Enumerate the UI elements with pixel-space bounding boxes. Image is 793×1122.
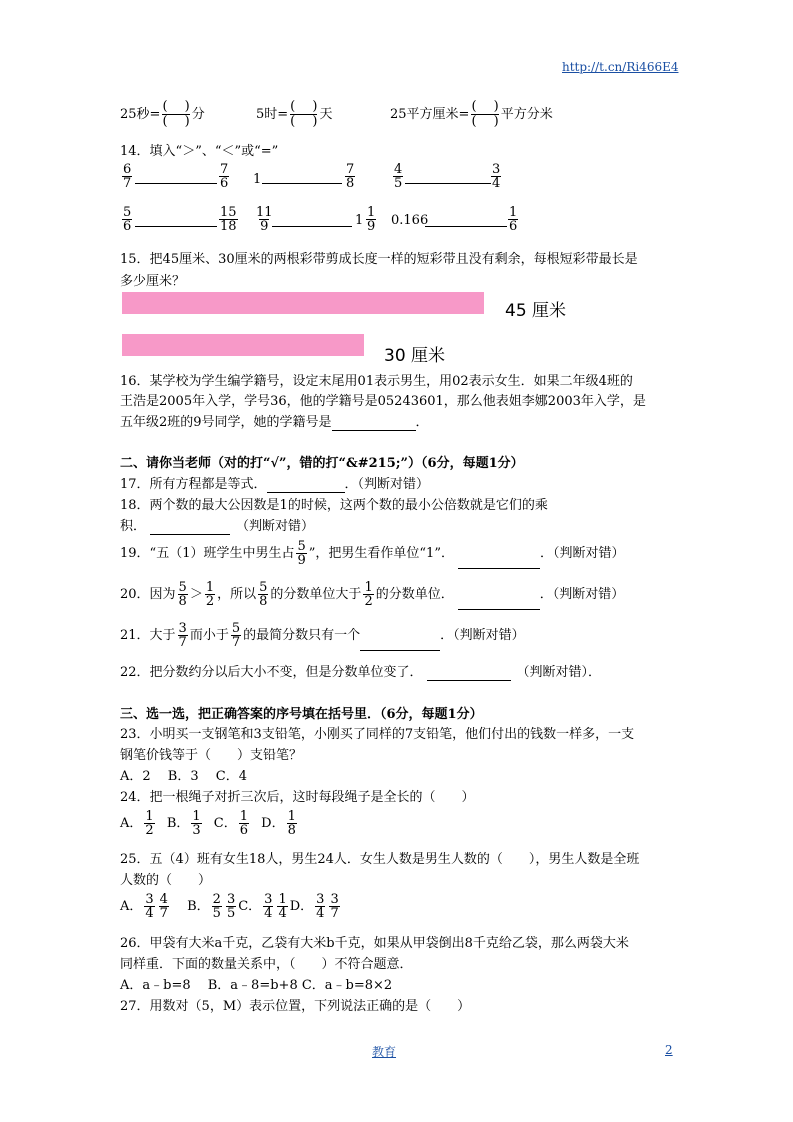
- page-number: 2: [665, 1043, 673, 1057]
- q18-line2: 积． （判断对错）: [120, 519, 315, 534]
- q14-r2-c2-blank[interactable]: [272, 226, 352, 227]
- q26-line1: 26．甲袋有大米a千克，乙袋有大米b千克，如果从甲袋倒出8千克给乙袋，那么两袋大米: [120, 936, 629, 951]
- unit-a-suffix: 分: [191, 107, 205, 122]
- q24-option-c[interactable]: C． $\frac{1}{6}$: [213, 809, 249, 838]
- q14-r1-c1-blank[interactable]: [135, 183, 217, 184]
- unit-c-prefix: 25平方厘米=: [390, 107, 470, 122]
- unit-conversion-row: [120, 100, 205, 129]
- ribbon-30cm-label: 30 厘米: [384, 346, 446, 366]
- ribbon-30cm: [122, 334, 364, 356]
- q25-option-a[interactable]: A． $\frac{3}{4}$ $\frac{4}{7}$: [120, 892, 168, 921]
- q16-line2: 王浩是2005年入学，学号36，他的学籍号是05243601，那么他表姐李娜2003年入学，是: [120, 394, 646, 409]
- section-3-title: 三、选一选，把正确答案的序号填在括号里．（6分，每题1分）: [120, 707, 483, 722]
- q24-option-a[interactable]: A． $\frac{1}{2}$: [120, 809, 154, 838]
- q16-line1: 16．某学校为学生编学籍号，设定末尾用01表示男生，用02表示女生．如果二年级4班的: [120, 374, 633, 389]
- unit-b-prefix: 5时=: [256, 107, 289, 122]
- q14-r2-c3-right: $\frac{1}{6}$: [509, 205, 518, 234]
- q21: 21．大于 $\frac{3}{7}$ 而小于 $\frac{5}{7}$ 的最简分数只有一个 ．（判断对错）: [120, 621, 525, 650]
- q19: 19．“五（1）班学生中男生占 $\frac{5}{9}$ ”，把男生看作单位“1”． ．（判断对错）: [120, 539, 625, 568]
- q18-answer-blank[interactable]: [150, 519, 230, 535]
- q26-options: A．a﹣b=8 B．a﹣8=b+8 C．a﹣b=8×2: [120, 978, 393, 993]
- unit-c-blank-fraction: ( ) ( ): [471, 99, 499, 129]
- unit-c-suffix: 平方分米: [500, 107, 553, 122]
- ribbon-45cm: [122, 292, 484, 314]
- q14-r1-c2-left: 1: [253, 172, 262, 187]
- footer-link[interactable]: 教育: [372, 1045, 397, 1059]
- q25-option-b[interactable]: B． $\frac{2}{5}$ $\frac{3}{5}$: [187, 892, 236, 921]
- q14-r2-c1-left: $\frac{5}{6}$: [123, 205, 132, 234]
- q14-r2-c1-blank[interactable]: [135, 226, 217, 227]
- header-link[interactable]: http://t.cn/Ri466E4: [562, 60, 679, 74]
- q14-r2-c3-left: 0.166: [391, 213, 429, 228]
- unit-b: [256, 100, 332, 129]
- q14-r2-c1-right: $\frac{15}{18}$: [220, 205, 237, 234]
- q14-r1-c3-right: $\frac{3}{4}$: [492, 162, 501, 191]
- q15-line2: 多少厘米？: [120, 274, 186, 289]
- unit-b-suffix: 天: [319, 107, 333, 122]
- q20: 20．因为 $\frac{5}{8}$ ＞ $\frac{1}{2}$ ，所以 $\frac{5}{8}$ 的分数单位大于 $\frac{1}{2}$ 的分数单位． ．（判断对错）: [120, 580, 625, 609]
- q16-answer-blank[interactable]: [332, 415, 416, 431]
- q21-answer-blank[interactable]: [360, 622, 440, 651]
- q24-option-d[interactable]: D． $\frac{1}{8}$: [261, 809, 296, 838]
- q24: 24．把一根绳子对折三次后，这时每段绳子是全长的（ ）: [120, 790, 475, 805]
- q18-line1: 18．两个数的最大公因数是1的时候，这两个数的最小公倍数就是它们的乘: [120, 498, 548, 513]
- q14-r1-c2-right: $\frac{7}{8}$: [346, 162, 355, 191]
- q17-answer-blank[interactable]: [267, 477, 345, 493]
- q27: 27．用数对（5，M）表示位置，下列说法正确的是（ ）: [120, 999, 471, 1014]
- q25-line2: 人数的（ ）: [120, 873, 212, 888]
- q23-line1: 23．小明买一支钢笔和3支铅笔，小刚买了同样的7支铅笔，他们付出的钱数一样多，一支: [120, 727, 635, 742]
- q26-line2: 同样重．下面的数量关系中，（ ）不符合题意．: [120, 957, 413, 972]
- q14-r1-c3-blank[interactable]: [405, 183, 491, 184]
- q14-r2-c3-blank[interactable]: [425, 226, 507, 227]
- unit-b-blank-fraction: ( ) ( ): [290, 99, 318, 129]
- q14-r1-c3-left: $\frac{4}{5}$: [394, 162, 403, 191]
- q14-r2-c2-right: $\frac{1}{9}$: [367, 205, 376, 234]
- ribbon-45cm-label: 45 厘米: [505, 301, 567, 321]
- q14-title: 14．填入“＞”、“＜”或“=”: [120, 144, 279, 159]
- unit-a-blank-fraction: ( ) ( ): [162, 99, 190, 129]
- unit-a-prefix: 25秒=: [120, 107, 161, 122]
- q24-options: [120, 810, 299, 838]
- q14-r1-c1-left: $\frac{6}{7}$: [123, 162, 132, 191]
- section-2-title: 二、请你当老师（对的打“√”，错的打“&#215;”）（6分，每题1分）: [120, 456, 524, 471]
- q23-line2: 钢笔价钱等于（ ）支铅笔？: [120, 748, 303, 763]
- q23-options: A．2 B．3 C．4: [120, 769, 247, 784]
- q14-r2-c2-left: $\frac{11}{9}$: [256, 205, 273, 234]
- q22: 22．把分数约分以后大小不变，但是分数单位变了． （判断对错）．: [120, 665, 602, 680]
- q14-r1-c1-right: $\frac{7}{6}$: [220, 162, 229, 191]
- unit-c: [390, 100, 553, 129]
- q25-line1: 25．五（4）班有女生18人，男生24人．女生人数是男生人数的（ ），男生人数是全班: [120, 852, 640, 867]
- q25-option-d[interactable]: D． $\frac{3}{4}$ $\frac{3}{7}$: [289, 892, 339, 921]
- q24-option-b[interactable]: B． $\frac{1}{3}$: [166, 809, 201, 838]
- q25-options: [120, 893, 342, 921]
- q17: 17．所有方程都是等式． ．（判断对错）: [120, 477, 430, 492]
- q16-line3: 五年级2班的9号同学，她的学籍号是 ．: [120, 415, 429, 430]
- q14-r1-c2-blank[interactable]: [262, 183, 342, 184]
- q22-answer-blank[interactable]: [427, 665, 511, 681]
- q20-answer-blank[interactable]: [458, 581, 540, 610]
- q14-r2-c2-right-whole: 1: [355, 213, 364, 228]
- q25-option-c[interactable]: C． $\frac{3}{4}$ $\frac{1}{4}$: [238, 892, 287, 921]
- q19-answer-blank[interactable]: [458, 540, 540, 569]
- q15-line1: 15．把45厘米、30厘米的两根彩带剪成长度一样的短彩带且没有剩余，每根短彩带最长是: [120, 252, 638, 267]
